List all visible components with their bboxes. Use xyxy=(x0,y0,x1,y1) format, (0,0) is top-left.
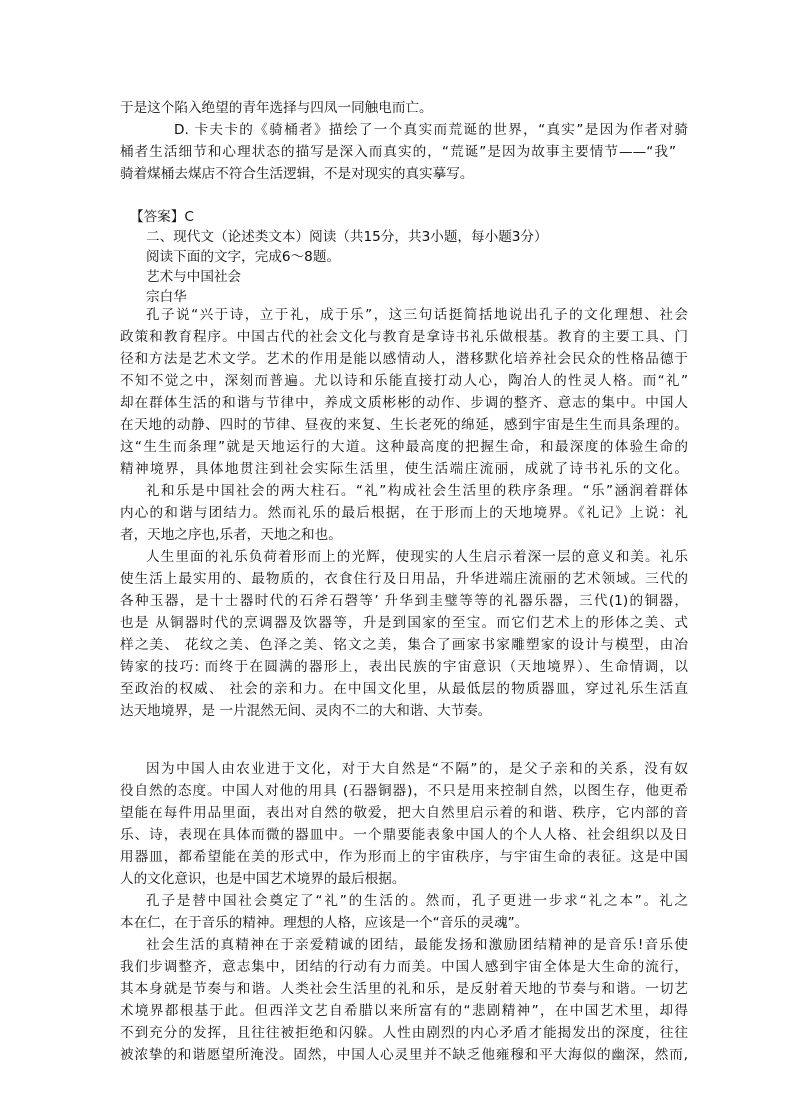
section-heading: 二、现代文（论述类文本）阅读（共15分，共3小题，每小题3分） xyxy=(146,229,548,245)
paragraph-line: 乐、诗，表现在具体而微的器皿中。一个鼎要能表象中国人的个人人格、社会组织以及日 xyxy=(120,827,688,843)
paragraph-line: 我们步调整齐，意志集中，团结的行动有力而美。中国人感到宇宙全体是大生命的流行， xyxy=(120,959,688,975)
paragraph-line: 不到充分的发挥，且往往被拒绝和闪躲。人性由剧烈的内心矛盾才能揭发出的深度，往往 xyxy=(120,1025,688,1041)
paragraph-line: 人的文化意识，也是中国艺术境界的最后根据。 xyxy=(120,871,406,887)
text-line: 于是这个陷入绝望的青年选择与四凤一同触电而亡。 xyxy=(120,100,433,116)
paragraph-line: 用器皿，都希望能在美的形式中，作为形而上的宇宙秩序，与宇宙生命的表征。这是中国 xyxy=(120,849,688,865)
paragraph-line: 也是 从铜器时代的烹调器及饮器等，升是到国家的至宝。而它们艺术上的形体之美、式 xyxy=(120,615,688,631)
article-title: 艺术与中国社会 xyxy=(146,269,242,285)
paragraph-line: 在天地的动静、四时的节律、昼夜的来复、生长老死的绵延，感到宇宙是生生而具条理的。 xyxy=(120,417,688,433)
paragraph-line: 望能在每件用品里面，表出对自然的敬爱，把大自然里启示着的和谐、秩序，它内部的音 xyxy=(120,805,688,821)
paragraph-line: 却在群体生活的和谐与节律中，养成文质彬彬的动作、步调的整齐、意志的集中。中国人 xyxy=(120,395,688,411)
paragraph-line: 这“生生而条理”就是天地运行的大道。这种最高度的把握生命，和最深度的体验生命的 xyxy=(120,439,688,455)
answer-label: 【答案】C xyxy=(130,209,194,225)
option-d-line: 桶者生活细节和心理状态的描写是深入而真实的，“荒诞”是因为故事主要情节——“我” xyxy=(120,144,676,160)
paragraph-line: 精神境界，具体地贯注到社会实际生活里，使生活端庄流丽，成就了诗书礼乐的文化。 xyxy=(120,461,688,477)
paragraph-line: 内心的和谐与团结力。然而礼乐的最后根据，在于形而上的天地境界。《礼记》上说：礼 xyxy=(120,505,688,521)
paragraph-line: 各种玉器，是十士器时代的石斧石磬等’ 升华到圭璧等等的礼器乐器，三代(1)的铜器， xyxy=(120,593,688,609)
paragraph-line: 使生活上最实用的、最物质的，衣食住行及日用品，升华进端庄流丽的艺术领域。三代的 xyxy=(120,571,688,587)
option-d-line: D. 卡夫卡的《骑桶者》描绘了一个真实而荒诞的世界，“真实”是因为作者对骑 xyxy=(174,122,688,138)
paragraph-line: 其本身就是节奏与和谐。人类社会生活里的礼和乐，是反射着天地的节奏与和谐。一切艺 xyxy=(120,981,688,997)
paragraph-line: 术境界都根基于此。但西洋文艺自希腊以来所富有的“悲剧精神”，在中国艺术里，却得 xyxy=(120,1003,688,1019)
paragraph-line: 样之美、 花纹之美、色泽之美、铭文之美，集合了画家书家雕塑家的设计与模型，由冶 xyxy=(120,637,688,653)
paragraph-line: 铸家的技巧: 而终于在圆满的器形上，表出民族的宇宙意识（天地境界）、生命情调，以 xyxy=(120,659,688,675)
paragraph-line: 人生里面的礼乐负荷着形而上的光辉，使现实的人生启示着深一层的意义和美。礼乐 xyxy=(146,549,688,565)
paragraph-line: 被浓挚的和谐愿望所淹没。固然，中国人心灵里并不缺乏他雍穆和平大海似的幽深，然而, xyxy=(120,1047,688,1063)
paragraph-line: 孔子是替中国社会奠定了“礼”的生活的。然而，孔子更进一步求“礼之本”。礼之 xyxy=(146,893,688,909)
paragraph-line: 礼和乐是中国社会的两大柱石。“礼”构成社会生活里的秩序条理。“乐”涵润着群体 xyxy=(146,483,688,499)
paragraph-line: 役自然的态度。中国人对他的用具 (石器铜器)，不只是用来控制自然，以图生存，他更希 xyxy=(120,783,688,799)
paragraph-line: 孔子说“兴于诗，立于礼，成于乐”，这三句话挺简括地说出孔子的文化理想、社会 xyxy=(146,307,688,323)
paragraph-line: 不知不觉之中，深刻而普遍。尤以诗和乐能直接打动人心，陶冶人的性灵人格。而“礼” xyxy=(120,373,688,389)
paragraph-line: 者，天地之序也,乐者，天地之和也。 xyxy=(120,527,342,543)
option-d-line: 骑着煤桶去煤店不符合生活逻辑，不是对现实的真实摹写。 xyxy=(120,166,474,182)
paragraph-line: 社会生活的真精神在于亲爱精诚的团结，最能发扬和激励团结精神的是音乐!音乐使 xyxy=(146,937,688,953)
paragraph-line: 因为中国人由农业进于文化，对于大自然是“不隔”的，是父子亲和的关系，没有奴 xyxy=(146,761,688,777)
paragraph-line: 径和方法是艺术文学。艺术的作用是能以感情动人，潜移默化培养社会民众的性格品德于 xyxy=(120,351,688,367)
instruction-text: 阅读下面的文字，完成6～8题。 xyxy=(146,249,341,265)
paragraph-line: 至政治的权威、 社会的亲和力。在中国文化里，从最低层的物质器皿，穿过礼乐生活直 xyxy=(120,681,688,697)
paragraph-line: 政策和教育程序。中国古代的社会文化与教育是拿诗书礼乐做根基。教育的主要工具、门 xyxy=(120,329,688,345)
article-author: 宗白华 xyxy=(146,289,187,305)
paragraph-line: 达天地境界，是 一片混然无间、灵肉不二的大和谐、大节奏。 xyxy=(120,703,492,719)
paragraph-line: 本在仁，在于音乐的精神。理想的人格，应该是一个“音乐的灵魂”。 xyxy=(120,915,529,931)
